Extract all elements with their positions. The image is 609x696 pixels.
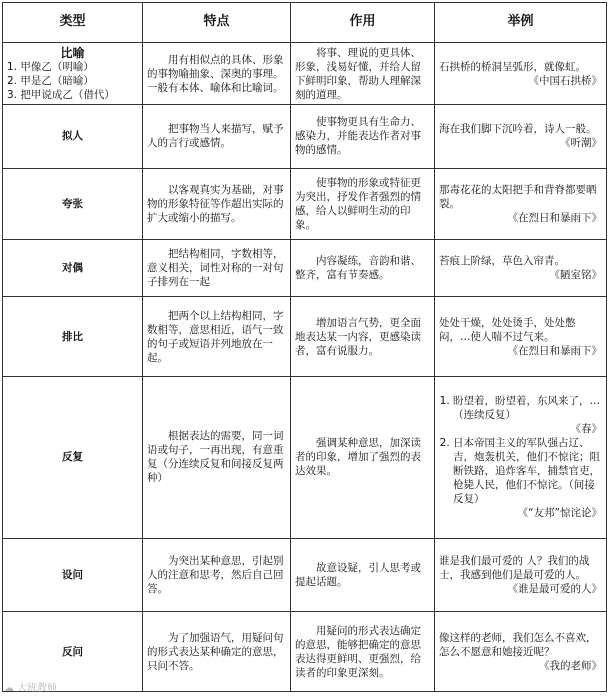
use-cell: 使事物的形象或特征更为突出，抒发作者强烈的情感，给人以鲜明生动的印象。 <box>291 168 435 240</box>
list-item <box>453 394 602 436</box>
example-text: 盼望着，盼望着，东风来了，…（连续反复） <box>453 395 600 422</box>
watermark-text: 大班教师 <box>17 683 58 694</box>
feature-cell: 把事物当人来描写，赋予人的言行或感情。 <box>143 105 291 168</box>
watermark-icon: ☁ <box>4 683 18 694</box>
example-source: 《听潮》 <box>560 137 602 150</box>
list-item <box>453 436 602 520</box>
feature-cell: 为突出某种意思，引起别人的注意和思考，然后自己回答。 <box>143 538 291 612</box>
use-cell: 用疑问的形式表达确定的意思，能够把确定的意思表达得更鲜明、更强烈，给读者的印象更深刻。 <box>291 612 435 692</box>
example-cell <box>435 297 607 377</box>
example-source: 《中国石拱桥》 <box>528 74 602 87</box>
table-row <box>3 168 607 240</box>
type-name: 拟人 <box>3 105 143 168</box>
subtype-item: 1. 甲像乙（明喻） <box>7 60 94 73</box>
use-cell: 故意设疑，引人思考或提起话题。 <box>291 538 435 612</box>
feature-cell: 根据表达的需要，同一词语或句子，一再出现，有意重复（分连续反复和间接反复两种） <box>143 377 291 539</box>
table-row <box>3 612 607 692</box>
example-source: 《陋室铭》 <box>549 269 602 282</box>
type-name: 排比 <box>3 297 143 377</box>
example-text: 那毒花花的太阳把手和背脊都要晒裂。 <box>439 183 597 210</box>
header-feature: 特点 <box>143 3 291 43</box>
subtype-item: 2. 甲是乙（暗喻） <box>7 74 94 87</box>
table-row <box>3 105 607 168</box>
watermark <box>4 679 57 694</box>
type-name: 夸张 <box>3 168 143 240</box>
example-text: 谁是我们最可爱的 人？我们的战士，我感到他们是最可爱的人。 <box>439 554 590 581</box>
header-example: 举例 <box>435 3 607 43</box>
example-cell <box>435 377 607 539</box>
example-text: 石拱桥的桥洞呈弧形，就像虹。 <box>439 60 586 73</box>
feature-cell: 用有相似点的具体、形象的事物喻抽象、深奥的事理。一般有本体、喻体和比喻词。 <box>143 42 291 104</box>
example-source: 《谁是最可爱的人》 <box>507 582 602 595</box>
use-cell: 使事物更具有生命力、感染力，并能表达作者对事物的感情。 <box>291 105 435 168</box>
example-cell <box>435 42 607 104</box>
use-cell: 将事、理说的更具体、形象，浅易好懂，并给人留下鲜明印象，帮助人理解深刻的道理。 <box>291 42 435 104</box>
type-name: 反复 <box>3 377 143 539</box>
feature-cell: 把两个以上结构相同，字数相等，意思相近，语气一致的句子或短语并列地放在一起。 <box>143 297 291 377</box>
example-text: 日本帝国主义的军队强占辽、吉，炮轰机关，他们不惊诧；阻断铁路，追炸客车，捕禁官吏，枪毙人民，他们不惊诧。（间接反复） <box>453 437 600 506</box>
use-cell: 增加语言气势，更全面地表达某一内容，更感染读者，富有说服力。 <box>291 297 435 377</box>
example-cell <box>435 240 607 297</box>
example-source: 《我的老师》 <box>539 659 602 672</box>
example-cell <box>435 168 607 240</box>
example-text: 海在我们脚下沉吟着，诗人一般。 <box>439 123 597 136</box>
table-row <box>3 297 607 377</box>
example-cell <box>435 105 607 168</box>
table-row <box>3 377 607 539</box>
header-use: 作用 <box>291 3 435 43</box>
rhetoric-table <box>2 2 607 692</box>
example-source: 《春》 <box>570 423 602 436</box>
example-source: 《在烈日和暴雨下》 <box>507 344 602 357</box>
example-cell <box>435 538 607 612</box>
table-row <box>3 538 607 612</box>
example-text: 像这样的老师，我们怎么不喜欢，怎么不愿意和她接近呢？ <box>439 631 597 658</box>
feature-cell: 为了加强语气，用疑问句的形式表达某种确定的意思，只问不答。 <box>143 612 291 692</box>
type-cell <box>3 42 143 104</box>
example-source: 《在烈日和暴雨下》 <box>507 211 602 224</box>
example-text: 处处干燥，处处烫手，处处憋闷，…使人喘不过气来。 <box>439 316 576 343</box>
subtype-item: 3. 把甲说成乙（借代） <box>7 88 115 101</box>
type-name: 设问 <box>3 538 143 612</box>
example-list <box>439 394 602 520</box>
header-row <box>3 3 607 43</box>
type-name: 反问 <box>3 612 143 692</box>
type-name: 比喻 <box>60 45 85 60</box>
example-source: 《“友邦”惊诧论》 <box>517 507 602 520</box>
feature-cell: 以客观真实为基础，对事物的形象特征等作超出实际的扩大或缩小的描写。 <box>143 168 291 240</box>
header-type: 类型 <box>3 3 143 43</box>
table-row <box>3 42 607 104</box>
example-cell <box>435 612 607 692</box>
use-cell: 内容凝练，音韵和谐、整齐，富有节奏感。 <box>291 240 435 297</box>
use-cell: 强调某种意思，加深读者的印象，增加了强烈的表达效果。 <box>291 377 435 539</box>
table-row <box>3 240 607 297</box>
feature-cell: 把结构相同，字数相等，意义相关，词性对称的一对句子排列在一起 <box>143 240 291 297</box>
type-name: 对偶 <box>3 240 143 297</box>
example-text: 苔痕上阶绿，草色入帘青。 <box>439 255 565 268</box>
